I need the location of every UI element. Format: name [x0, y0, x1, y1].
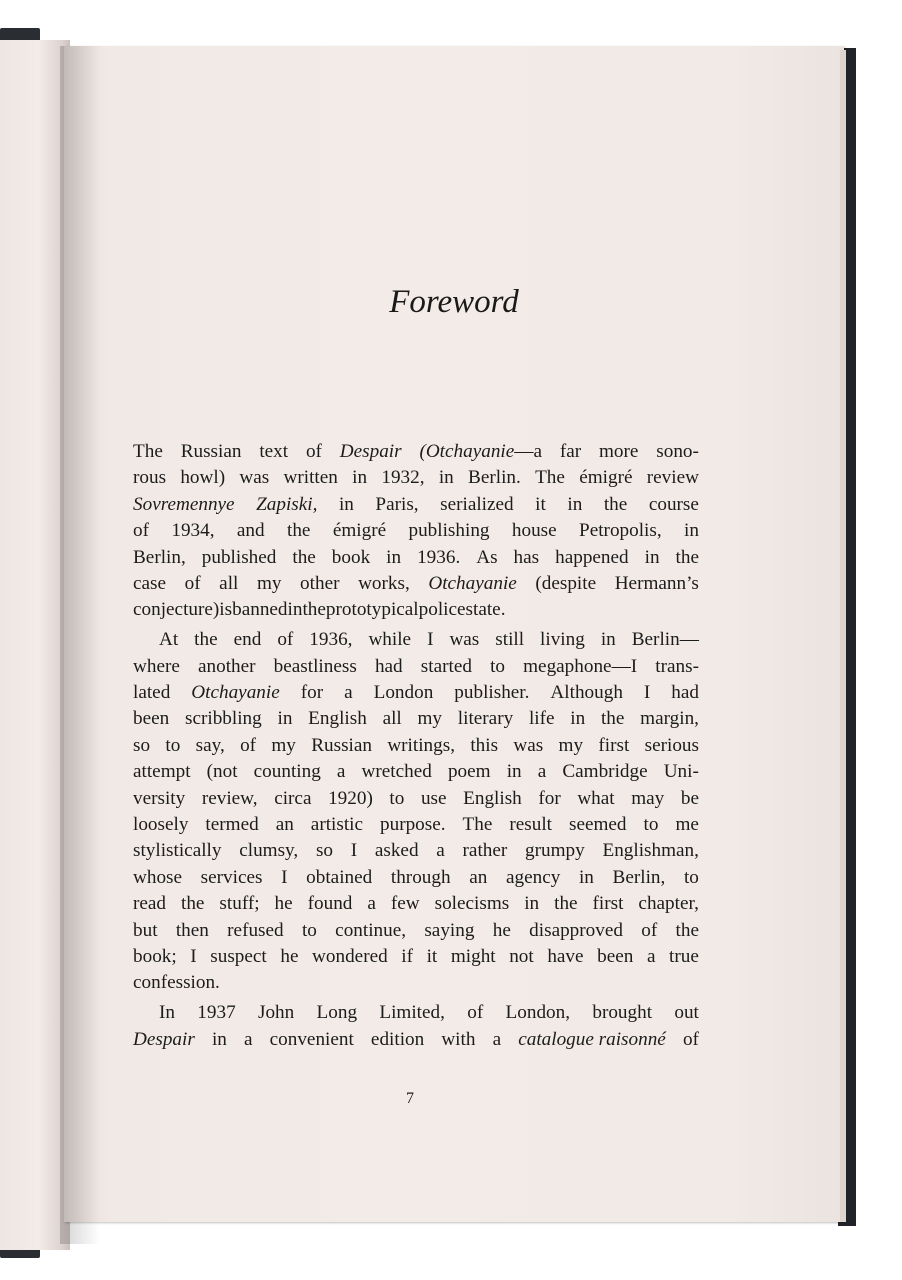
word: in [287, 599, 303, 621]
word: text [259, 441, 289, 462]
word: of [184, 572, 201, 594]
word: a [436, 840, 445, 862]
word: my [256, 572, 282, 594]
word: then [175, 919, 209, 941]
text-line [133, 597, 699, 623]
word: artistic [310, 813, 364, 835]
word: been [133, 708, 170, 730]
word: termed [205, 813, 259, 835]
word: of [682, 1028, 699, 1050]
text-line [133, 627, 699, 653]
text-line [133, 812, 699, 838]
text-line [133, 733, 699, 759]
word: the [675, 546, 699, 568]
word: was [513, 734, 544, 756]
word: out [674, 1002, 699, 1024]
text-line [133, 918, 699, 944]
text-line [133, 865, 699, 891]
word: result [509, 813, 552, 835]
word: convenient [269, 1028, 354, 1050]
word: solecisms [434, 893, 510, 915]
word: Paris, [375, 493, 419, 515]
word: disapproved [529, 919, 623, 941]
word: my [558, 734, 584, 756]
word: is [219, 599, 233, 621]
word: I [350, 840, 358, 862]
word: of [305, 441, 322, 462]
word: 1934, [171, 520, 215, 542]
word: of [641, 919, 658, 941]
word: far [559, 441, 582, 462]
word: 1937 [197, 1002, 236, 1024]
word: what [577, 787, 615, 809]
paragraph [133, 1000, 699, 1053]
word: Zapiski, [256, 493, 318, 515]
word: whose [133, 866, 183, 888]
word: (Otchayanie [419, 441, 515, 462]
word: Despair [339, 441, 402, 462]
word: stuff; [219, 893, 260, 915]
word: course [648, 493, 699, 515]
word: serialized [440, 493, 514, 515]
word: English [308, 708, 367, 730]
word: chapter, [638, 893, 699, 915]
text-line [133, 786, 699, 812]
word: saying [424, 919, 475, 941]
word: police [418, 599, 466, 621]
word: (despite [535, 572, 597, 594]
word: seemed [568, 813, 627, 835]
word: I [190, 945, 197, 967]
word: confession. [133, 972, 220, 994]
word: of [240, 734, 257, 756]
text-line [133, 654, 699, 680]
word: in [506, 761, 522, 783]
word: this [470, 734, 499, 756]
word: may [631, 787, 665, 809]
word: Berlin— [631, 629, 699, 651]
word: started [420, 655, 472, 677]
word: Cambridge [562, 761, 648, 783]
word: in [524, 893, 540, 915]
word: in [277, 708, 293, 730]
word: counting [253, 761, 321, 783]
word: had [374, 655, 403, 677]
word: Russian [180, 441, 242, 462]
page-edges [840, 50, 846, 1222]
word: beastliness [273, 655, 357, 677]
text-line [133, 1000, 699, 1026]
word: an [469, 866, 488, 888]
chapter-heading: Foreword [389, 284, 519, 320]
word: has [513, 546, 540, 568]
word: circa [274, 787, 312, 809]
word: émigré [579, 467, 633, 489]
word: in [211, 1028, 227, 1050]
word: first [592, 893, 624, 915]
word: and [236, 520, 265, 542]
word: published [201, 546, 277, 568]
word: more [598, 441, 639, 462]
word: Uni- [663, 761, 699, 783]
word: English [463, 787, 522, 809]
word: émigré [332, 520, 387, 542]
word: first [598, 734, 630, 756]
word: in [684, 520, 699, 542]
word: (not [206, 761, 238, 783]
word: wretched [361, 761, 432, 783]
word: all [219, 572, 239, 594]
word: use [420, 787, 447, 809]
word: The [462, 813, 493, 835]
word: in [438, 467, 454, 489]
word: I [281, 866, 288, 888]
paragraph [133, 627, 699, 996]
word: been [597, 945, 634, 967]
word: state. [465, 599, 506, 621]
word: in [386, 546, 402, 568]
word: a [537, 761, 547, 783]
word: sono- [656, 441, 699, 462]
word: Hermann’s [614, 572, 699, 594]
word: my [271, 734, 296, 756]
word: Sovremennye [133, 493, 235, 515]
word: happened [555, 546, 629, 568]
word: to [683, 866, 699, 888]
word: I [427, 629, 434, 651]
word-group [419, 439, 542, 465]
word: had [671, 682, 699, 704]
word: the [194, 629, 218, 651]
word: clumsy, [239, 840, 299, 862]
word: Berlin. [468, 467, 521, 489]
word: Englishman, [602, 840, 699, 862]
word: the [302, 599, 326, 621]
text-line [133, 571, 699, 597]
word: The [535, 467, 565, 489]
word: but [133, 919, 158, 941]
word: few [390, 893, 420, 915]
word: a [646, 945, 656, 967]
word: 1920) [328, 787, 373, 809]
word: a [243, 1028, 253, 1050]
gutter-shadow [60, 46, 100, 1244]
text-line [133, 465, 699, 491]
word: if [401, 945, 414, 967]
word: through [390, 866, 451, 888]
text-line [133, 706, 699, 732]
word: in [600, 629, 616, 651]
word: refused [227, 919, 284, 941]
word: grumpy [525, 840, 585, 862]
word: conjecture) [133, 599, 220, 621]
word: At [159, 629, 179, 651]
word: it [535, 493, 546, 515]
word: howl) [180, 467, 226, 489]
word: true [669, 945, 699, 967]
text-line [133, 944, 699, 970]
word: services [200, 866, 263, 888]
word: still [495, 629, 525, 651]
word: an [275, 813, 294, 835]
word: in [644, 546, 660, 568]
word: for [538, 787, 561, 809]
word: while [368, 629, 412, 651]
word: book [331, 546, 371, 568]
word: he [280, 945, 299, 967]
word: life [528, 708, 555, 730]
text-line [133, 492, 699, 518]
word: written [283, 467, 338, 489]
word: I [643, 682, 651, 704]
page-number: 7 [406, 1090, 414, 1107]
word: brought [592, 1002, 653, 1024]
text-line [133, 439, 699, 465]
word: where [133, 655, 180, 677]
word: end [233, 629, 262, 651]
word: to [165, 734, 181, 756]
word: literary [457, 708, 514, 730]
word: asked [374, 840, 419, 862]
word: to [389, 787, 405, 809]
word: with [441, 1028, 476, 1050]
word: found [307, 893, 353, 915]
word: me [675, 813, 699, 835]
word: so [133, 734, 151, 756]
word: book; [133, 945, 177, 967]
text-line [133, 545, 699, 571]
text-line [133, 759, 699, 785]
word: Although [550, 682, 623, 704]
word: in [570, 708, 586, 730]
word: a [336, 761, 346, 783]
word: for [300, 682, 324, 704]
word: stylistically [133, 840, 222, 862]
word: of [277, 629, 294, 651]
word: in [567, 493, 583, 515]
word: he [492, 919, 511, 941]
word: Berlin, [612, 866, 666, 888]
text-line [133, 680, 699, 706]
word: in [352, 467, 368, 489]
word: the [181, 893, 205, 915]
word: was [449, 629, 480, 651]
word: living [540, 629, 585, 651]
word: of [467, 1002, 484, 1024]
word: have [547, 945, 584, 967]
word: poem [447, 761, 491, 783]
word: As [476, 546, 498, 568]
word: a [492, 1028, 502, 1050]
word: continue, [335, 919, 407, 941]
word: to [490, 655, 505, 677]
word-join: —a [514, 441, 542, 462]
word: in [338, 493, 354, 515]
word: rather [462, 840, 508, 862]
word: Limited, [379, 1002, 445, 1024]
text-line [133, 518, 699, 544]
word: review [646, 467, 699, 489]
word: suspect [210, 945, 267, 967]
word: attempt [133, 761, 191, 783]
word: be [680, 787, 699, 809]
word: he [274, 893, 293, 915]
word: the [287, 520, 311, 542]
word: case [133, 572, 167, 594]
word: edition [370, 1028, 425, 1050]
word: Russian [311, 734, 372, 756]
word: the [675, 919, 699, 941]
word: Petropolis, [579, 520, 662, 542]
word: it [426, 945, 438, 967]
word: say, [195, 734, 225, 756]
word: 1936, [309, 629, 353, 651]
word: in [578, 866, 594, 888]
paragraph [133, 439, 699, 624]
word: Otchayanie [428, 572, 517, 594]
word: purpose. [380, 813, 446, 835]
word: review, [201, 787, 258, 809]
word: Despair [133, 1028, 195, 1050]
word: lated [133, 682, 171, 704]
word: versity [133, 787, 186, 809]
word: to [643, 813, 659, 835]
text-line [133, 970, 699, 996]
word: Berlin, [133, 546, 186, 568]
word: London, [505, 1002, 571, 1024]
word: the [554, 893, 578, 915]
word: London [373, 682, 434, 704]
word: house [511, 520, 557, 542]
word: was [239, 467, 270, 489]
word: the [600, 708, 625, 730]
word: a [367, 893, 376, 915]
word: might [450, 945, 496, 967]
word: publisher. [454, 682, 530, 704]
word: wondered [312, 945, 388, 967]
word: agency [505, 866, 561, 888]
word: obtained [306, 866, 373, 888]
word: megaphone—I [523, 655, 638, 677]
word: works, [358, 572, 410, 594]
word: rous [133, 467, 167, 489]
word: not [509, 945, 534, 967]
word: In [159, 1002, 175, 1024]
word: of [133, 520, 149, 542]
word: serious [644, 734, 699, 756]
word: all [382, 708, 402, 730]
word: another [198, 655, 256, 677]
word: The [133, 441, 163, 462]
word: loosely [133, 813, 189, 835]
word: John [257, 1002, 295, 1024]
word: the [292, 546, 316, 568]
word: read [133, 893, 167, 915]
text-line [133, 1027, 699, 1053]
word: to [301, 919, 317, 941]
word: writings, [387, 734, 456, 756]
word: a [344, 682, 353, 704]
text-line [133, 891, 699, 917]
word: my [417, 708, 443, 730]
word: 1936. [417, 546, 461, 568]
text-line [133, 838, 699, 864]
word: banned [232, 599, 288, 621]
word: Otchayanie [191, 682, 280, 704]
body-text [133, 439, 699, 1053]
word: other [300, 572, 340, 594]
word: scribbling [184, 708, 262, 730]
word: prototypical [325, 599, 419, 621]
word: catalogue raisonné [518, 1028, 666, 1050]
word: Long [316, 1002, 358, 1024]
word: so [315, 840, 333, 862]
word: margin, [640, 708, 699, 730]
word: trans- [655, 655, 699, 677]
word: publishing [408, 520, 490, 542]
word: 1932, [381, 467, 425, 489]
word: the [603, 493, 628, 515]
